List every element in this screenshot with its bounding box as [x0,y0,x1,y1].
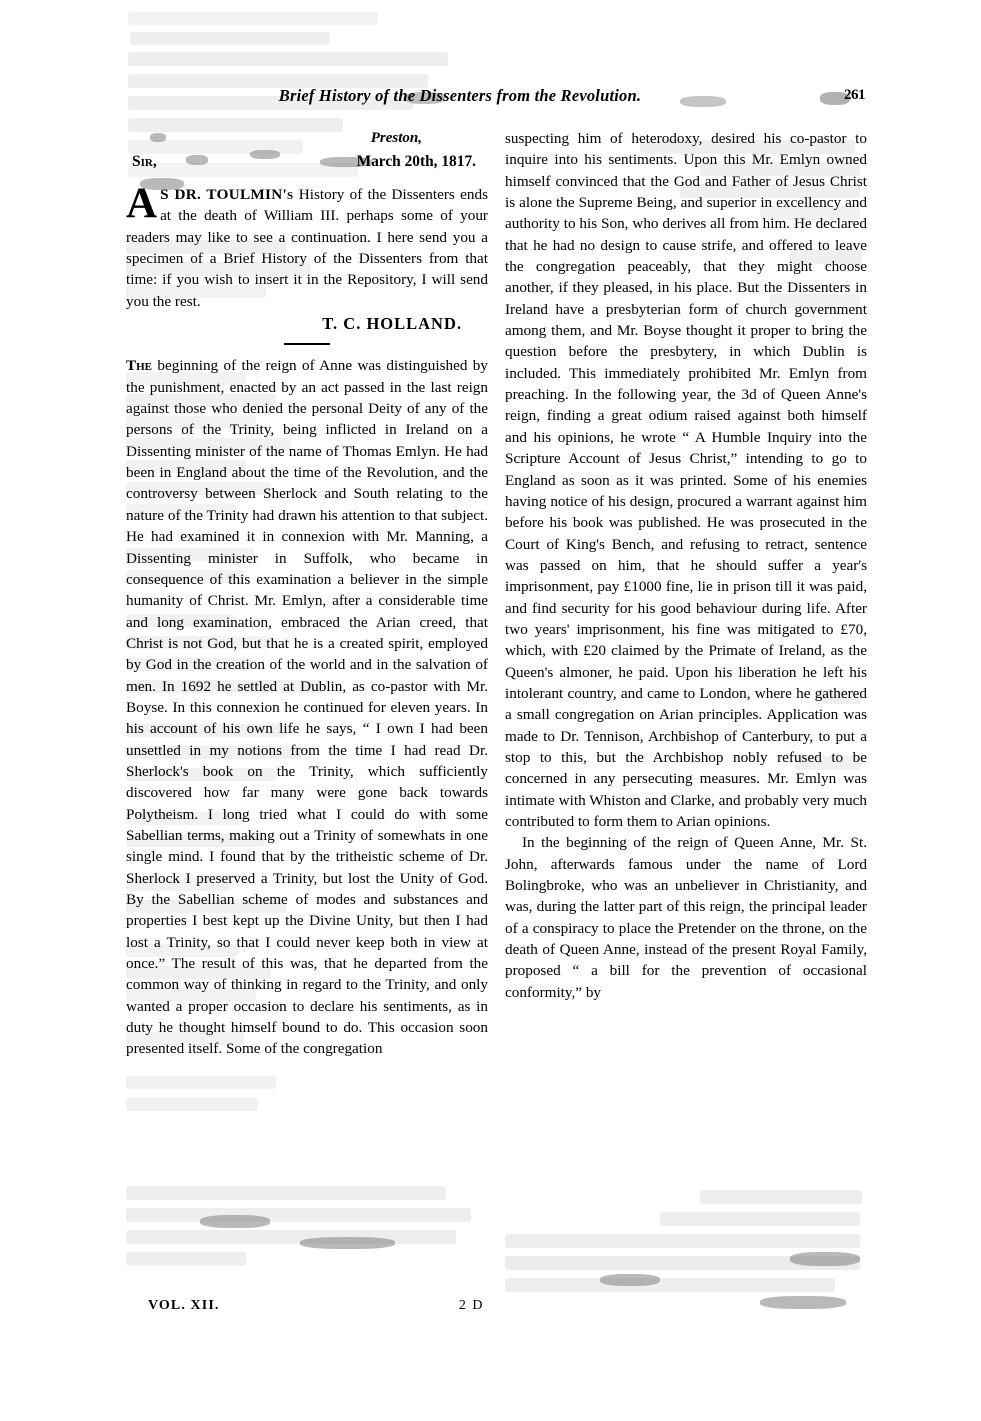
paragraph-lead-smallcaps: The [126,357,153,375]
page-number: 261 [844,87,865,103]
volume-mark: VOL. XII. [148,1298,220,1313]
opening-small-caps: S DR. TOULMIN's [160,186,294,203]
letter-signature: T. C. HOLLAND. [322,314,462,334]
body-paragraph [126,355,488,1059]
paragraph-text: beginning of the reign of Anne was distinguished by the punishment, enacted by an act passed in the last reign against those who denied the personal Deity of any of the persons of the Trinity, being inflicted in Ireland on a Dissenting minister of the name of Thomas Emlyn. He had been in England about the time of the Revolution, and the controversy between Sherlock and South relating to the nature of the Trinity had drawn his attention to that subject. He had examined it in connexion with Mr. Manning, a Dissenting minister in Suffolk, who became in consequence of this examination a believer in the simple humanity of Christ. Mr. Emlyn, after a considerable time and long examination, embraced the Arian creed, that Christ is not God, but that he is a created spirit, employed by God in the creation of the world and in the salvation of men. In 1692 he settled at Dublin, as co-pastor with Mr. Boyse. In this connexion he continued for eleven years. In his account of his own life he says, “ I own I had been unsettled in my notions from the time I had read Dr. Sherlock's book on the Trinity, which sufficiently discovered how far many were gone back towards Polytheism. I long tried what I could do with some Sabellian terms, making out a Trinity of somewhats in one single mind. I found that by the tritheistic scheme of Dr. Sherlock I preserved a Trinity, but lost the Unity of God. By the Sabellian scheme of modes and substances and properties I best kept up the Divine Unity, but then I had lost a Trinity, so that I could never keep both in view at once.” The result of this was, that he departed from the common way of thinking in regard to the Trinity, and only wanted a proper occasion to declare his sentiments, as in duty he thought himself bound to do. This occasion soon presented itself. Some of the congregation [126,357,488,1058]
letter-salutation: Sir, [132,153,157,170]
letter-heading [126,128,488,184]
letter-place: Preston, [370,130,422,146]
signature-mark: 2 D [458,1298,484,1313]
column-left [126,128,488,1060]
letter-opening-paragraph [126,180,488,312]
running-head [120,86,865,112]
letter-date: March 20th, 1817. [356,153,476,170]
running-head-title: Brief History of the Dissenters from the Revolution. [278,86,642,105]
page-footer [126,1298,488,1320]
column-right [505,128,867,1003]
section-divider-rule [284,343,330,345]
opening-body-text: History of the Dissenters ends at the death of William III. perhaps some of your readers may like to see a continuation. I here send you a specimen of a Brief History of the Dissenters from that time: if you wish to insert it in the Repository, I will send you the rest. [126,186,488,310]
drop-cap: A [126,180,158,227]
text-columns [0,128,981,1328]
body-paragraph: suspecting him of heterodoxy, desired his co-pastor to inquire into his sentiments. Upon this Mr. Emlyn owned himself convinced that the God and Father of Jesus Christ is alone the Supreme Being, and superior in excellency and authority to his Son, who derives all from him. He declared that he had no design to cause strife, and offered to leave the congregation peaceably, that they might choose another, if they pleased, in his place. But the Dissenters in Ireland have a presbyterian form of church government among them, and Mr. Boyse thought it proper to bring the question before the presbytery, in which Dublin is included. This immediately prohibited Mr. Emlyn from preaching. In the following year, the 3d of Queen Anne's reign, finding a great odium raised against both himself and his opinions, he wrote “ A Humble Inquiry into the Scripture Account of Jesus Christ,” intending to go to England as soon as it was printed. Some of his enemies having notice of his design, procured a warrant against him before his book was published. He was prosecuted in the Court of King's Bench, and refusing to retract, sentence was passed on him, that he should suffer a year's imprisonment, pay £1000 fine, lie in prison till it was paid, and find security for his good behaviour during life. After two years' imprisonment, his fine was mitigated to £70, which, with £20 claimed by the Primate of Ireland, as the Queen's almoner, he paid. Upon his liberation he left his intolerant country, and came to London, where he gathered a small congregation on Arian principles. Application was made to Dr. Tennison, Archbishop of Canterbury, to put a stop to this, but the Archbishop nobly refused to be concerned in any persecuting measures. Mr. Emlyn was intimate with Whiston and Clarke, and probably very much contributed to form them to Arian opinions. [505,130,867,830]
body-paragraph: In the beginning of the reign of Queen Anne, Mr. St. John, afterwards famous under the name of Lord Bolingbroke, who was an unbeliever in Christianity, and was, during the latter part of this reign, the principal leader of a conspiracy to place the Pretender on the throne, on the death of Queen Anne, instead of the present Royal Family, proposed “ a bill for the prevention of occasional conformity,” by [505,834,867,1001]
